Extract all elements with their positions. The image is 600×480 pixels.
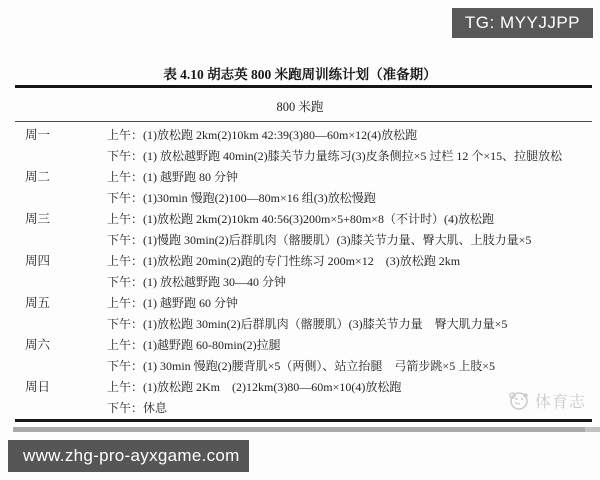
table-row [0,209,600,251]
day-label: 周四 [25,254,51,268]
gray-divider [13,427,600,432]
am-session: 上午：(1)放松跑 2km(2)10km 40:56(3)200m×5+80m×8（不计时）(4)放松跑 [107,212,494,226]
panda-logo-icon [506,391,530,411]
table-top-rule [15,85,592,88]
day-label: 周日 [25,380,51,394]
watermark-label: 体育志 [534,394,586,411]
publisher-watermark [506,389,586,412]
day-label: 周六 [25,338,51,352]
am-session: 上午：(1)越野跑 60-80min(2)拉腿 [107,338,281,352]
am-session: 上午：(1) 越野跑 60 分钟 [107,296,238,310]
table-bottom-rule [15,419,592,422]
pm-session: 下午：(1)慢跑 30min(2)后群肌肉（髂腰肌）(3)膝关节力量、臀大肌、上肢力量×5 [107,233,532,247]
table-row [0,335,600,377]
pm-session: 下午：(1)30min 慢跑(2)100—80m×16 组(3)放松慢跑 [107,191,376,205]
tg-contact-badge: TG: MYYJJPP [452,8,593,38]
am-session: 上午：(1)放松跑 2km(2)10km 42:39(3)80—60m×12(4)放松跑 [107,128,418,142]
table-row [0,125,600,167]
table-header-rule [15,121,592,122]
am-session: 上午：(1) 越野跑 80 分钟 [107,170,238,184]
page-title: 表 4.10 胡志英 800 米跑周训练计划（准备期） [163,67,437,82]
table-row [0,293,600,335]
day-label: 周一 [25,128,51,142]
website-url-bar: www.zhg-pro-ayxgame.com [8,440,249,472]
gray-divider-tip [585,427,600,432]
day-label: 周三 [25,212,51,226]
table-row [0,251,600,293]
day-label: 周二 [25,170,51,184]
am-session: 上午：(1)放松跑 20min(2)跑的专门性练习 200m×12 (3)放松跑 2km [107,254,461,268]
table-row [0,167,600,209]
pm-session: 下午：(1) 放松越野跑 30—40 分钟 [107,275,286,289]
training-plan-table [0,125,600,419]
pm-session: 下午：(1) 30min 慢跑(2)腰背肌×5（两侧）、站立抬腿 弓箭步跳×5 上肢×5 [107,359,495,373]
pm-session: 下午：休息 [107,401,168,415]
table-column-header: 800 米跑 [276,100,324,114]
am-session: 上午：(1)放松跑 2Km (2)12km(3)80—60m×10(4)放松跑 [107,380,402,394]
day-label: 周五 [25,296,51,310]
pm-session: 下午：(1) 放松越野跑 40min(2)膝关节力量练习(3)皮条侧拉×5 过栏 12 个×15、拉腿放松 [107,149,563,163]
pm-session: 下午：(1)放松跑 30min(2)后群肌肉（髂腰肌）(3)膝关节力量 臀大肌力量×5 [107,317,508,331]
